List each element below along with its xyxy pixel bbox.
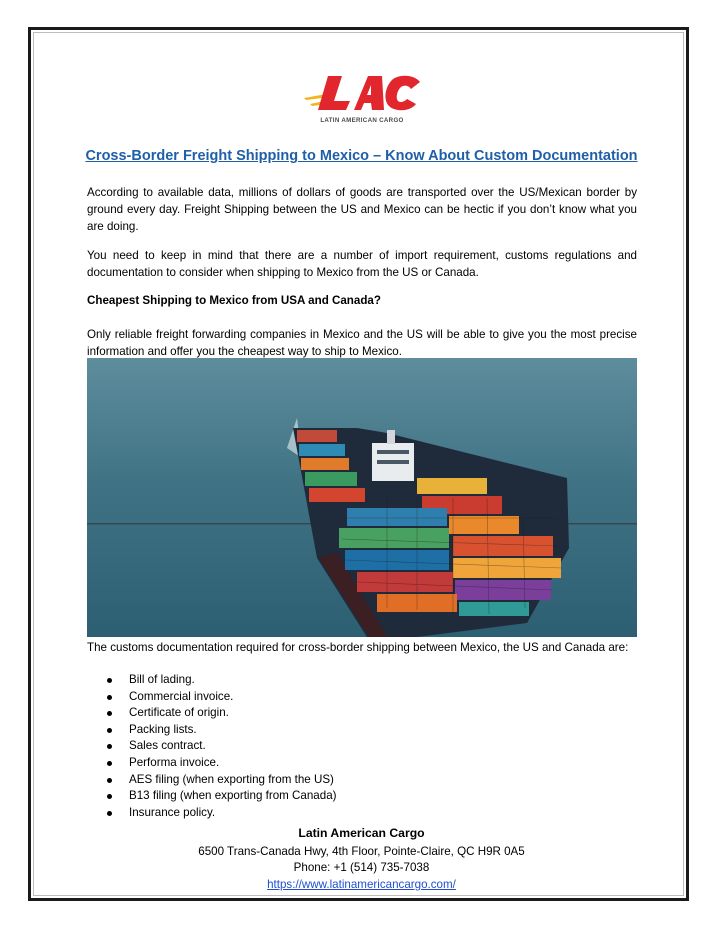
list-item: Commercial invoice.	[87, 689, 637, 706]
list-item: Sales contract.	[87, 738, 637, 755]
list-item: AES filing (when exporting from the US)	[87, 772, 637, 789]
requirements-paragraph: You need to keep in mind that there are a number of import requirement, customs regulations and documentation to consider when shipping to Mexico from the US or Canada.	[87, 249, 637, 279]
website-link[interactable]: https://www.latinamericancargo.com/	[267, 877, 456, 891]
list-item: Certificate of origin.	[87, 705, 637, 722]
intro-paragraph: According to available data, millions of dollars of goods are transported over the US/Mexican border by ground every day. Freight Shipping between the US and Mexico can be hectic if you don’t know what you are doing.	[87, 186, 637, 233]
company-name: Latin American Cargo	[298, 826, 425, 840]
list-item: B13 filing (when exporting from Canada)	[87, 788, 637, 805]
company-address: 6500 Trans-Canada Hwy, 4th Floor, Pointe-Claire, QC H9R 0A5	[198, 844, 525, 858]
documents-list	[87, 672, 637, 821]
list-item: Bill of lading.	[87, 672, 637, 689]
lac-logo	[302, 68, 422, 126]
list-item: Packing lists.	[87, 722, 637, 739]
document-page	[28, 27, 689, 901]
list-item: Performa invoice.	[87, 755, 637, 772]
logo-tagline: LATIN AMERICAN CARGO	[320, 117, 404, 124]
list-item: Insurance policy.	[87, 805, 637, 822]
contact-footer	[31, 825, 692, 893]
forwarders-paragraph: Only reliable freight forwarding companies in Mexico and the US will be able to give you the most precise information and offer you the cheapest way to ship to Mexico.	[87, 328, 637, 358]
container-ship-photo	[87, 358, 637, 637]
section-heading: Cheapest Shipping to Mexico from USA and Canada?	[87, 294, 381, 307]
company-phone: Phone: +1 (514) 735-7038	[293, 861, 430, 875]
article-title: Cross-Border Freight Shipping to Mexico – Know About Custom Documentation	[85, 148, 638, 164]
documentation-intro: The customs documentation required for cross-border shipping between Mexico, the US and Canada are:	[87, 641, 629, 654]
